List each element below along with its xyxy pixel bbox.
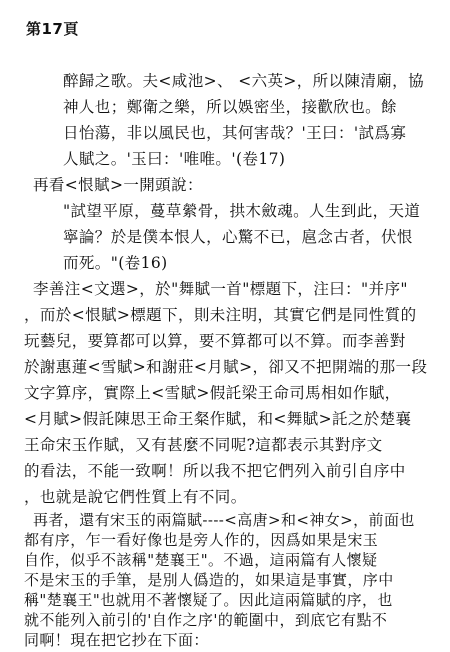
- text-line: 李善注<文選>，於"舞賦一首"標題下，注曰："并序": [33, 280, 408, 298]
- text-line: 同啊！現在把它抄在下面：: [24, 631, 209, 649]
- text-line: 自作，似乎不該稱"楚襄王"。不過，這兩篇有人懷疑: [24, 551, 378, 569]
- text-line: 寧論？於是僕本恨人，心驚不已，扈念古者，伏恨: [63, 228, 413, 246]
- text-line: ，而於<恨賦>標題下，則未注明，其實它們是同性質的: [24, 306, 417, 324]
- text-line: 日怡蕩，非以風民也，其何害哉？'王曰：'試爲寡: [63, 124, 407, 142]
- text-line: 人賦之。'玉曰：'唯唯。'(卷17): [63, 150, 286, 168]
- text-line: 而死。"(卷16): [63, 254, 168, 272]
- text-line: "試望平原，蔓草縈骨，拱木斂魂。人生到此，天道: [63, 202, 421, 220]
- text-line: 文字算序，實際上<雪賦>假託梁王命司馬相如作賦，: [24, 384, 401, 402]
- text-line: ，也就是說它們性質上有不同。: [24, 488, 247, 506]
- text-line: 玩藝兒，要算都可以算，要不算都可以不算。而李善對: [24, 332, 406, 350]
- text-line: 神人也；鄭衛之樂，所以娛密坐，接歡欣也。餘: [63, 98, 397, 116]
- text-line: 王命宋玉作賦，又有甚麼不同呢?這都表示其對序文: [24, 436, 383, 454]
- page-number: 第17頁: [26, 20, 79, 38]
- text-line: 再看<恨賦>一開頭說：: [33, 176, 203, 194]
- text-line: 都有序，乍一看好像也是旁人作的，因爲如果是宋玉: [24, 531, 379, 549]
- text-line: 的看法，不能一致啊！所以我不把它們列入前引自序中: [24, 462, 406, 480]
- text-line: <月賦>假託陳思王命王粲作賦，和<舞賦>託之於楚襄: [24, 410, 412, 428]
- text-line: 於謝惠蓮<雪賦>和謝莊<月賦>，卻又不把開端的那一段: [24, 358, 428, 376]
- text-line: 稱"楚襄王"也就用不著懷疑了。因此這兩篇賦的序，也: [24, 591, 393, 609]
- text-line: 醉歸之歌。夫<咸池>、 <六英>，所以陳清廟，協: [63, 72, 424, 90]
- text-line: 就不能列入前引的'自作之序'的範圍中，到底它有點不: [24, 611, 388, 629]
- text-line: 不是宋玉的手筆，是別人僞造的，如果這是事實，序中: [24, 571, 394, 589]
- text-line: 再者，還有宋玉的兩篇賦----<高唐>和<神女>，前面也: [33, 511, 415, 529]
